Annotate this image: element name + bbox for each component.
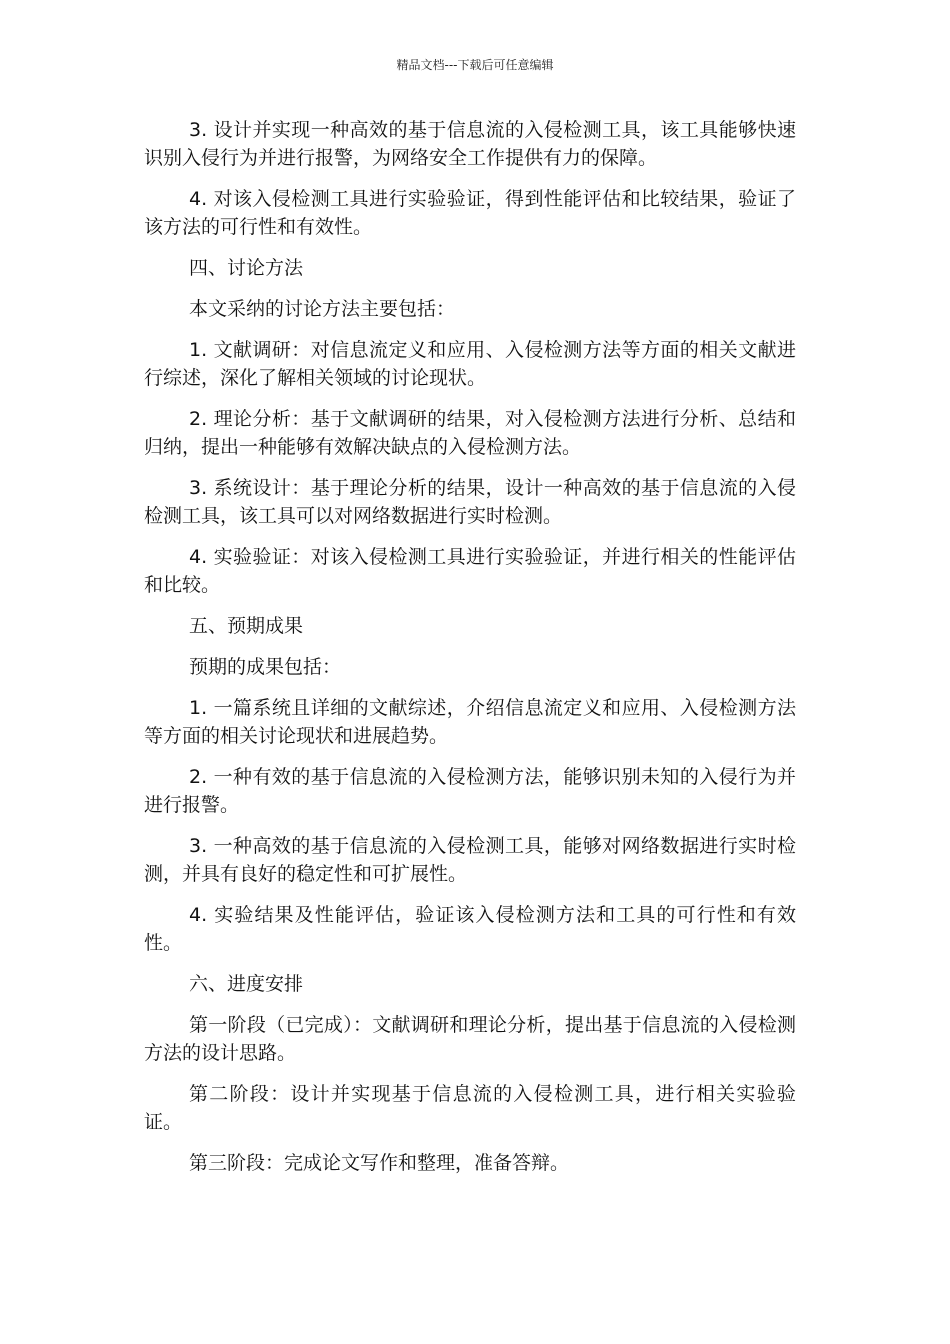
schedule-item: 第二阶段：设计并实现基于信息流的入侵检测工具，进行相关实验验证。 xyxy=(144,1083,796,1133)
list-item: 2. 理论分析：基于文献调研的结果，对入侵检测方法进行分析、总结和归纳，提出一种能够有效解决缺点的入侵检测方法。 xyxy=(144,408,796,458)
page-header: 精品文档---下载后可任意编辑 xyxy=(396,58,554,72)
body-paragraph: 本文采纳的讨论方法主要包括： xyxy=(189,298,456,320)
section-heading: 四、讨论方法 xyxy=(189,257,304,279)
section-heading: 六、进度安排 xyxy=(189,973,304,995)
list-item: 4. 实验结果及性能评估，验证该入侵检测方法和工具的可行性和有效性。 xyxy=(144,904,796,954)
list-item: 4. 实验验证：对该入侵检测工具进行实验验证，并进行相关的性能评估和比较。 xyxy=(144,546,796,596)
list-item: 1. 一篇系统且详细的文献综述，介绍信息流定义和应用、入侵检测方法等方面的相关讨论现状和进展趋势。 xyxy=(144,697,796,747)
document-body xyxy=(144,116,796,1190)
list-item: 3. 系统设计：基于理论分析的结果，设计一种高效的基于信息流的入侵检测工具，该工具可以对网络数据进行实时检测。 xyxy=(144,477,796,527)
list-item: 4. 对该入侵检测工具进行实验验证，得到性能评估和比较结果，验证了该方法的可行性和有效性。 xyxy=(144,188,796,238)
body-paragraph: 预期的成果包括： xyxy=(189,656,342,678)
list-item: 1. 文献调研：对信息流定义和应用、入侵检测方法等方面的相关文献进行综述，深化了解相关领域的讨论现状。 xyxy=(144,339,796,389)
list-item: 3. 一种高效的基于信息流的入侵检测工具，能够对网络数据进行实时检测，并具有良好的稳定性和可扩展性。 xyxy=(144,835,796,885)
schedule-item: 第三阶段：完成论文写作和整理，准备答辩。 xyxy=(189,1152,570,1174)
section-heading: 五、预期成果 xyxy=(189,615,304,637)
schedule-item: 第一阶段（已完成）：文献调研和理论分析，提出基于信息流的入侵检测方法的设计思路。 xyxy=(144,1014,796,1064)
list-item: 3. 设计并实现一种高效的基于信息流的入侵检测工具，该工具能够快速识别入侵行为并进行报警，为网络安全工作提供有力的保障。 xyxy=(144,119,796,169)
list-item: 2. 一种有效的基于信息流的入侵检测方法，能够识别未知的入侵行为并进行报警。 xyxy=(144,766,796,816)
